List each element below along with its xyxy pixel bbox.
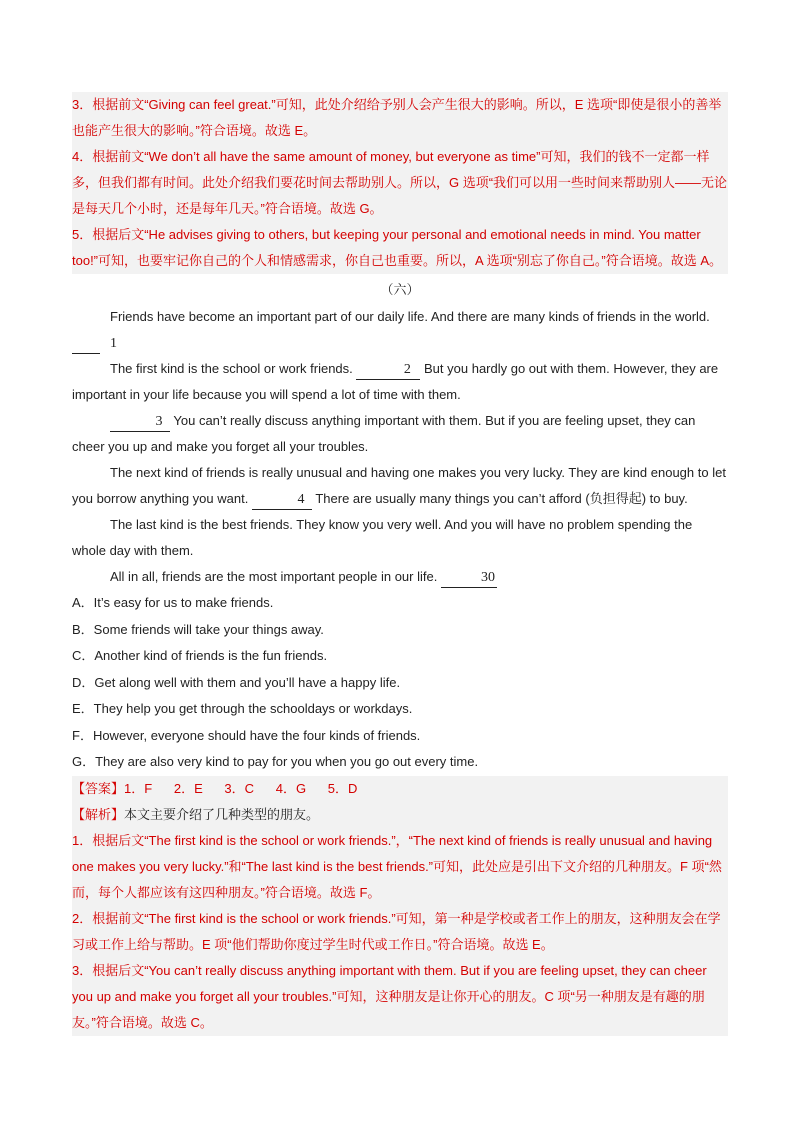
option-g: G．They are also very kind to pay for you when you go out every time.	[72, 754, 479, 769]
passage-paragraph-4: The next kind of friends is really unusual and having one makes you very lucky. They are kind enough to let you borrow anything you want. 4 There are usually many things you can’t afford (负担得起) to buy.	[72, 460, 728, 512]
passage-paragraph-3: 3 You can’t really discuss anything important with them. But if you are feeling upset, they can cheer you up and make you forget all your troubles.	[72, 413, 696, 454]
explanation-item-1: 1．根据后文“The first kind is the school or work friends.”，“The next kind of friends is really unusual and having one makes you very lucky.”和“The last kind is the best friends.”可知，此处应是引出下文介绍的几种朋友。F 项“然而，每个人都应该有这四种朋友。”符合语境。故选 F。	[72, 832, 722, 900]
analysis-item-5: 5．根据后文“He advises giving to others, but keeping your personal and emotional needs in mind. You matter too!”可知，也要牢记你自己的个人和情感需求，你自己也重要。所以，A 选项“别忘了你自己。”符合语境。故选 A。	[72, 227, 723, 268]
option-e: E．They help you get through the schooldays or workdays.	[72, 701, 413, 716]
answer-tag: 【答案】	[72, 780, 125, 796]
analysis-item-3: 3．根据前文“Giving can feel great.”可知，此处介绍给予别人会产生很大的影响。所以，E 选项“即使是很小的善举也能产生很大的影响。”符合语境。故选 E。	[72, 97, 722, 138]
previous-analysis-block	[72, 92, 728, 274]
analysis-tag: 【解析】	[72, 806, 125, 822]
passage-paragraph-2: The first kind is the school or work friends. 2 But you hardly go out with them. However, they are important in your life because you will spend a lot of time with them.	[72, 361, 719, 402]
option-a: A．It’s easy for us to make friends.	[72, 595, 274, 610]
option-f: F．However, everyone should have the four kinds of friends.	[72, 727, 421, 743]
explanation-item-3: 3．根据后文“You can’t really discuss anything important with them. But if you are feeling upset, they can cheer you up and make you forget all your troubles.”可知，这种朋友是让你开心的朋友。C 项“另一种朋友是有趣的朋友。”符合语境。故选 C。	[72, 962, 707, 1030]
answer-text: 1．F 2．E 3．C 4．G 5．D	[124, 780, 358, 796]
option-c: C．Another kind of friends is the fun friends.	[72, 648, 328, 663]
blank-1[interactable]: 1	[72, 335, 100, 354]
passage-paragraph-5: The last kind is the best friends. They know you very well. And you will have no problem spending the whole day with them.	[72, 517, 693, 558]
passage-paragraph-1: Friends have become an important part of our daily life. And there are many kinds of friends in the world. 1	[72, 304, 728, 356]
option-b: B．Some friends will take your things away.	[72, 621, 324, 637]
blank-4[interactable]: 4	[252, 491, 312, 510]
section-title: （六）	[380, 283, 420, 298]
option-d: D．Get along well with them and you’ll have a happy life.	[72, 674, 401, 690]
blank-5[interactable]: 30	[441, 569, 497, 588]
explanation-item-2: 2．根据前文“The first kind is the school or work friends.”可知，第一种是学校或者工作上的朋友，这种朋友会在学习或工作上给与帮助。E 项“他们帮助你度过学生时代或工作日。”符合语境。故选 E。	[72, 910, 721, 952]
blank-2[interactable]: 2	[356, 361, 420, 380]
blank-3[interactable]: 3	[110, 413, 170, 432]
answer-block	[72, 776, 728, 1036]
analysis-summary: 本文主要介绍了几种类型的朋友。	[124, 806, 320, 822]
analysis-item-4: 4．根据前文“We don’t all have the same amount of money, but everyone as time”可知，我们的钱不一定都一样多，但我们都有时间。此处介绍我们要花时间去帮助别人。所以，G 选项“我们可以用一些时间来帮助别人——无论是每天几个小时，还是每年几天。”符合语境。故选 G。	[72, 149, 728, 216]
analysis-line	[72, 802, 728, 828]
options-list	[72, 590, 728, 776]
answer-line	[72, 776, 728, 802]
passage-paragraph-6: All in all, friends are the most important people in our life. 30	[72, 564, 728, 590]
passage	[72, 304, 728, 590]
document-page	[72, 92, 728, 1036]
